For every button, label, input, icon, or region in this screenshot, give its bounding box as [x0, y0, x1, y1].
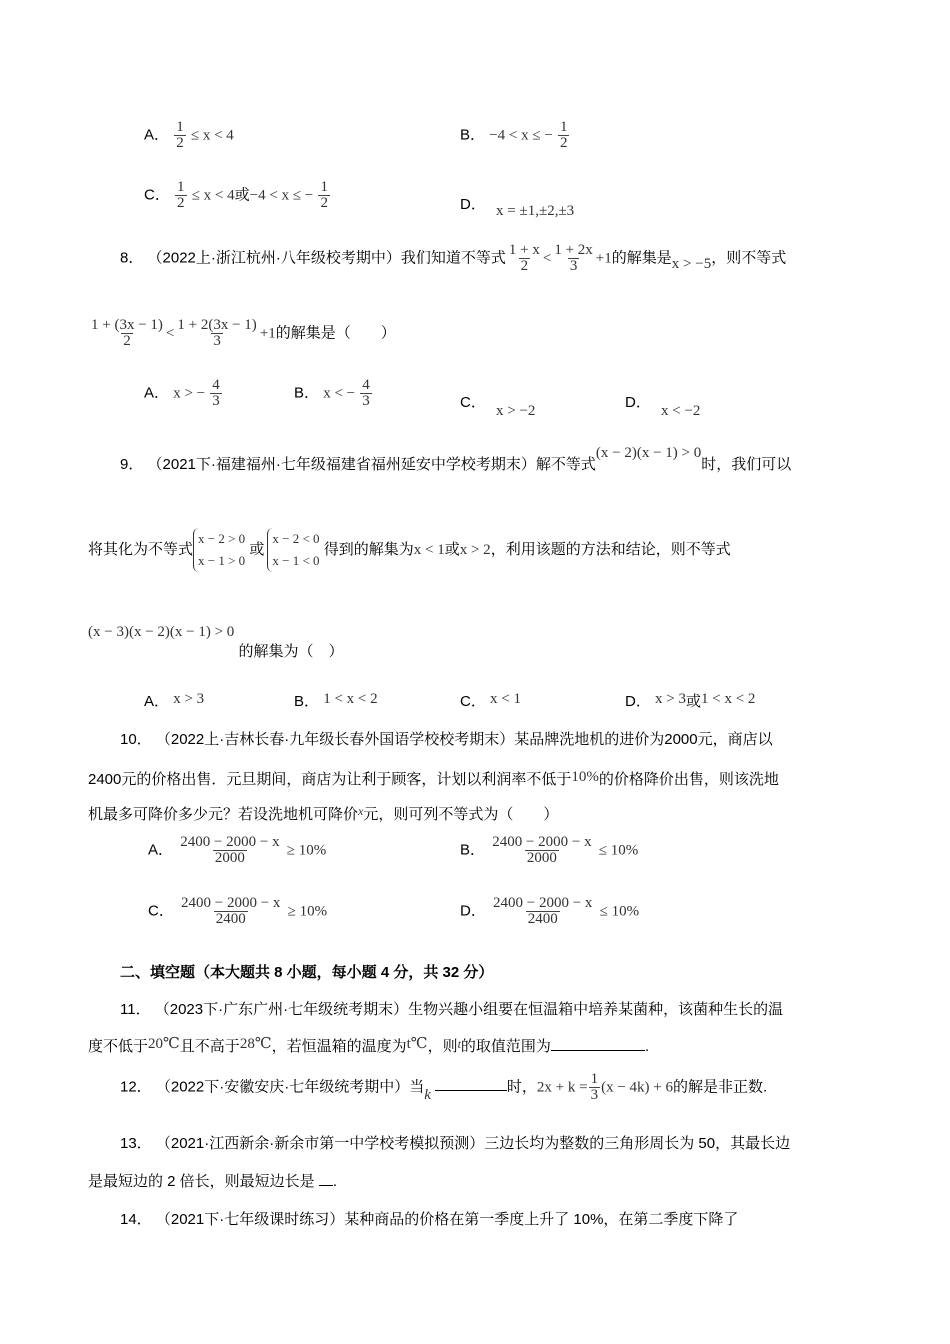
q12-answer-blank[interactable] — [435, 1090, 507, 1091]
q11-line2-a: 度不低于 — [88, 1038, 149, 1055]
q11-temp-3: t℃ — [406, 1036, 428, 1052]
q9-option-a — [144, 690, 204, 711]
q10-option-c-label: C． — [148, 902, 174, 920]
q11-line-1 — [120, 998, 783, 1019]
q13-answer-blank[interactable] — [319, 1185, 333, 1186]
q12-var-k: k — [424, 1087, 431, 1104]
q10-option-b-label: B． — [460, 841, 486, 859]
q8-mid: 的解集是 — [611, 249, 672, 267]
q10-line-2 — [88, 768, 779, 789]
q10-line2-head: 2400元的价格出售．元旦期间，商店为让利于顾客，计划以利润率不低于 — [88, 771, 572, 788]
q7-option-c-expr-2: −4 < x ≤ − — [249, 187, 314, 204]
q13-line-2 — [88, 1170, 337, 1191]
q8-option-a — [144, 378, 223, 409]
q10-line1-text: （2022上·吉林长春·九年级长春外国语学校校考期末）某品牌洗地机的进价为2000元，商店以 — [155, 731, 773, 748]
q9-line2-tail: ，利用该题的方法和结论，则不等式 — [490, 540, 731, 558]
q9-line3-tail: 的解集为（ ） — [238, 643, 344, 660]
q8-source: （2022上·浙江杭州·八年级校考期中）我们知道不等式 — [147, 249, 506, 267]
q8-line2-lt: < — [165, 325, 175, 342]
q7-option-a — [144, 120, 234, 151]
q8-option-c-label: C． — [460, 394, 486, 411]
q10-line3-head: 机最多可降价多少元？若设洗地机可降价 — [88, 806, 359, 823]
q8-line2-plus: +1 — [259, 325, 276, 342]
q11-line2-d: ，则 — [427, 1038, 458, 1055]
q9-system-2 — [267, 528, 319, 572]
q12-line-1 — [120, 1072, 767, 1103]
q9-option-b — [294, 690, 378, 711]
q10-option-a — [148, 835, 326, 866]
q9-or-2: 或 — [444, 540, 460, 558]
q9-option-c-expr: x < 1 — [490, 691, 521, 707]
q10-line3-x: x — [358, 804, 364, 818]
q8-line2-frac-1: $\frac{1 + (3x - 1)}{2}$ — [91, 317, 163, 349]
q10-option-a-label: A． — [148, 841, 174, 859]
q13-line-1 — [120, 1132, 790, 1153]
q9-number: 9． — [120, 456, 144, 473]
q11-answer-blank[interactable] — [551, 1050, 645, 1051]
q9-source: （2021下·福建福州·七年级福建省福州延安中学校考期末）解不等式 — [147, 456, 596, 473]
q10-option-c-expr: ≥ 10% — [287, 903, 328, 920]
q12-source: （2022下·安徽安庆·七年级统考期中）当 — [155, 1078, 425, 1096]
q9-system-1-row-1: x − 2 > 0 — [198, 531, 246, 546]
q8-number: 8． — [120, 249, 144, 267]
q10-option-c — [148, 896, 327, 927]
q12-eq-fraction: $\frac{1}{3}$ — [590, 1071, 599, 1103]
q8-line-2 — [88, 318, 396, 349]
q7-option-c-fraction-2: $\frac{1}{2}$ — [320, 179, 328, 211]
q8-tail: ，则不等式 — [711, 249, 787, 267]
q13-line2-text: 是最短边的 2 倍长，则最短边长是 — [88, 1173, 315, 1190]
q10-number: 10． — [120, 731, 152, 748]
q10-line-3 — [88, 803, 558, 824]
q7-option-d-expr: x = ±1,±2,±3 — [496, 203, 575, 219]
q9-option-d-expr-1: x > 3 — [655, 691, 686, 707]
q7-option-c — [144, 180, 331, 211]
q8-solution: x > −5 — [671, 256, 712, 273]
q7-option-b-label: B． — [460, 126, 486, 144]
q7-option-b-fraction: $\frac{1}{2}$ — [559, 119, 568, 151]
q8-option-b-label: B． — [294, 384, 320, 402]
q7-option-b — [460, 120, 570, 151]
q12-tail: 的解是非正数. — [673, 1078, 768, 1096]
q11-var-t: t — [457, 1037, 461, 1051]
q8-ineq-plus: +1 — [595, 250, 612, 267]
q8-ineq-frac-2: $\frac{1 + 2x}{3}$ — [554, 242, 593, 274]
q8-option-b-fraction: $\frac{4}{3}$ — [362, 377, 370, 409]
q12-number: 12． — [120, 1078, 152, 1096]
q8-option-c — [460, 391, 536, 419]
q8-option-d-expr: x < −2 — [661, 403, 701, 419]
q8-option-b — [294, 378, 373, 409]
q10-option-b-expr: ≤ 10% — [598, 842, 639, 859]
q8-option-d-label: D． — [625, 394, 651, 411]
q10-option-d-label: D． — [460, 902, 486, 920]
q9-option-c — [460, 690, 521, 711]
q8-option-a-expr: x > − — [173, 385, 206, 402]
q7-option-c-expr-1: ≤ x < 4 — [191, 187, 235, 204]
q10-option-b-fraction: $\frac{2400 - 2000 - x}{2000}$ — [492, 834, 592, 866]
q7-option-a-fraction: $\frac{1}{2}$ — [176, 119, 184, 151]
q8-option-a-fraction: $\frac{4}{3}$ — [212, 377, 220, 409]
section-2-heading: 二、填空题（本大题共 8 小题，每小题 4 分，共 32 分） — [120, 964, 494, 981]
q11-line2-e: 的取值范围为 — [460, 1038, 551, 1055]
q12-mid: 时， — [506, 1078, 537, 1096]
q13-line2-end: . — [332, 1173, 338, 1190]
q8-line-1 — [120, 243, 786, 274]
q7-option-a-label: A． — [144, 126, 170, 144]
q10-line-1 — [120, 728, 773, 749]
q8-ineq-frac-1: $\frac{1 + x}{2}$ — [508, 242, 540, 274]
q9-line2-mid: 得到的解集为 — [323, 540, 414, 558]
q9-solution-2: x > 2 — [459, 541, 491, 558]
q11-line2-end: . — [644, 1038, 650, 1055]
q7-option-b-expr: −4 < x ≤ − — [489, 127, 553, 144]
q9-system-1-row-2: x − 1 > 0 — [198, 553, 246, 568]
q9-tail: 时，我们可以 — [701, 456, 792, 473]
q9-system-1 — [193, 528, 245, 572]
q8-option-c-expr: x > −2 — [496, 403, 536, 419]
q7-option-d — [460, 193, 575, 219]
q8-ineq-lt: < — [542, 250, 552, 267]
q9-solution-1: x < 1 — [413, 541, 445, 558]
q9-line-2 — [88, 528, 731, 572]
q11-line1-text: （2023下·广东广州·七年级统考期末）生物兴趣小组要在恒温箱中培养某菌种，该菌种生长的温 — [154, 1001, 784, 1018]
q13-number: 13． — [120, 1135, 152, 1152]
q9-or: 或 — [249, 540, 265, 558]
q8-line2-tail: 的解集是（ ） — [275, 324, 396, 342]
q10-option-d-expr: ≤ 10% — [599, 903, 640, 920]
q8-option-d — [625, 391, 701, 419]
q10-option-d — [460, 896, 639, 927]
q9-option-d — [625, 690, 755, 711]
q9-line2-head: 将其化为不等式 — [88, 540, 194, 558]
q10-option-d-fraction: $\frac{2400 - 2000 - x}{2400}$ — [493, 895, 593, 927]
q9-line-1 — [120, 445, 792, 474]
q11-line2-b: 且不高于 — [179, 1038, 240, 1055]
q7-option-c-fraction-1: $\frac{1}{2}$ — [177, 179, 185, 211]
q9-inequality: (x − 2)(x − 1) > 0 — [595, 445, 702, 461]
q9-line-3 — [88, 624, 344, 660]
q8-option-b-expr: x < − — [323, 385, 356, 402]
q10-line2-tail: 的价格降价出售，则该洗地 — [598, 771, 779, 788]
q8-option-a-label: A． — [144, 384, 170, 402]
q10-option-a-fraction: $\frac{2400 - 2000 - x}{2000}$ — [180, 834, 280, 866]
q9-option-d-or: 或 — [685, 693, 701, 710]
q9-option-a-expr: x > 3 — [173, 691, 205, 707]
q7-option-a-expr: ≤ x < 4 — [190, 127, 234, 144]
q11-temp-2: 28℃ — [239, 1036, 272, 1052]
q10-option-a-expr: ≥ 10% — [286, 842, 327, 859]
q10-option-c-fraction: $\frac{2400 - 2000 - x}{2400}$ — [181, 895, 281, 927]
q8-line2-frac-2: $\frac{1 + 2(3x - 1)}{3}$ — [177, 317, 257, 349]
q11-line-2 — [88, 1035, 649, 1056]
q12-eq-tail: (x − 4k) + 6 — [601, 1079, 674, 1096]
q9-option-b-label: B． — [294, 693, 320, 710]
q9-system-2-row-2: x − 1 < 0 — [272, 553, 320, 568]
q9-line3-inequality: (x − 3)(x − 2)(x − 1) > 0 — [88, 624, 235, 640]
q10-line3-tail: 元，则可列不等式为（ ） — [363, 806, 559, 823]
q9-option-b-expr: 1 < x < 2 — [323, 691, 378, 707]
q13-line1-text: （2021·江西新余·新余市第一中学校考模拟预测）三边长均为整数的三角形周长为 50，其最长边 — [155, 1135, 791, 1152]
q7-option-d-label: D． — [460, 196, 486, 213]
q9-option-a-label: A． — [144, 693, 170, 710]
q7-option-c-or: 或 — [234, 186, 250, 204]
q9-option-d-expr-2: 1 < x < 2 — [701, 691, 756, 707]
q10-option-b — [460, 835, 638, 866]
q12-eq-head: 2x + k = — [536, 1079, 588, 1096]
q14-line1-text: （2021下·七年级课时练习）某种商品的价格在第一季度上升了 10%，在第二季度下降了 — [155, 1211, 739, 1228]
q9-option-c-label: C． — [460, 693, 486, 710]
q11-line2-c: ，若恒温箱的温度为 — [271, 1038, 407, 1055]
q11-temp-1: 20℃ — [148, 1036, 180, 1052]
q7-option-c-label: C． — [144, 186, 170, 204]
q14-number: 14． — [120, 1211, 152, 1228]
q11-number: 11． — [120, 1001, 151, 1018]
q9-system-2-row-1: x − 2 < 0 — [272, 531, 320, 546]
q9-option-d-label: D． — [625, 693, 651, 710]
q10-line2-percent: 10% — [571, 769, 599, 785]
q14-line-1 — [120, 1208, 738, 1229]
